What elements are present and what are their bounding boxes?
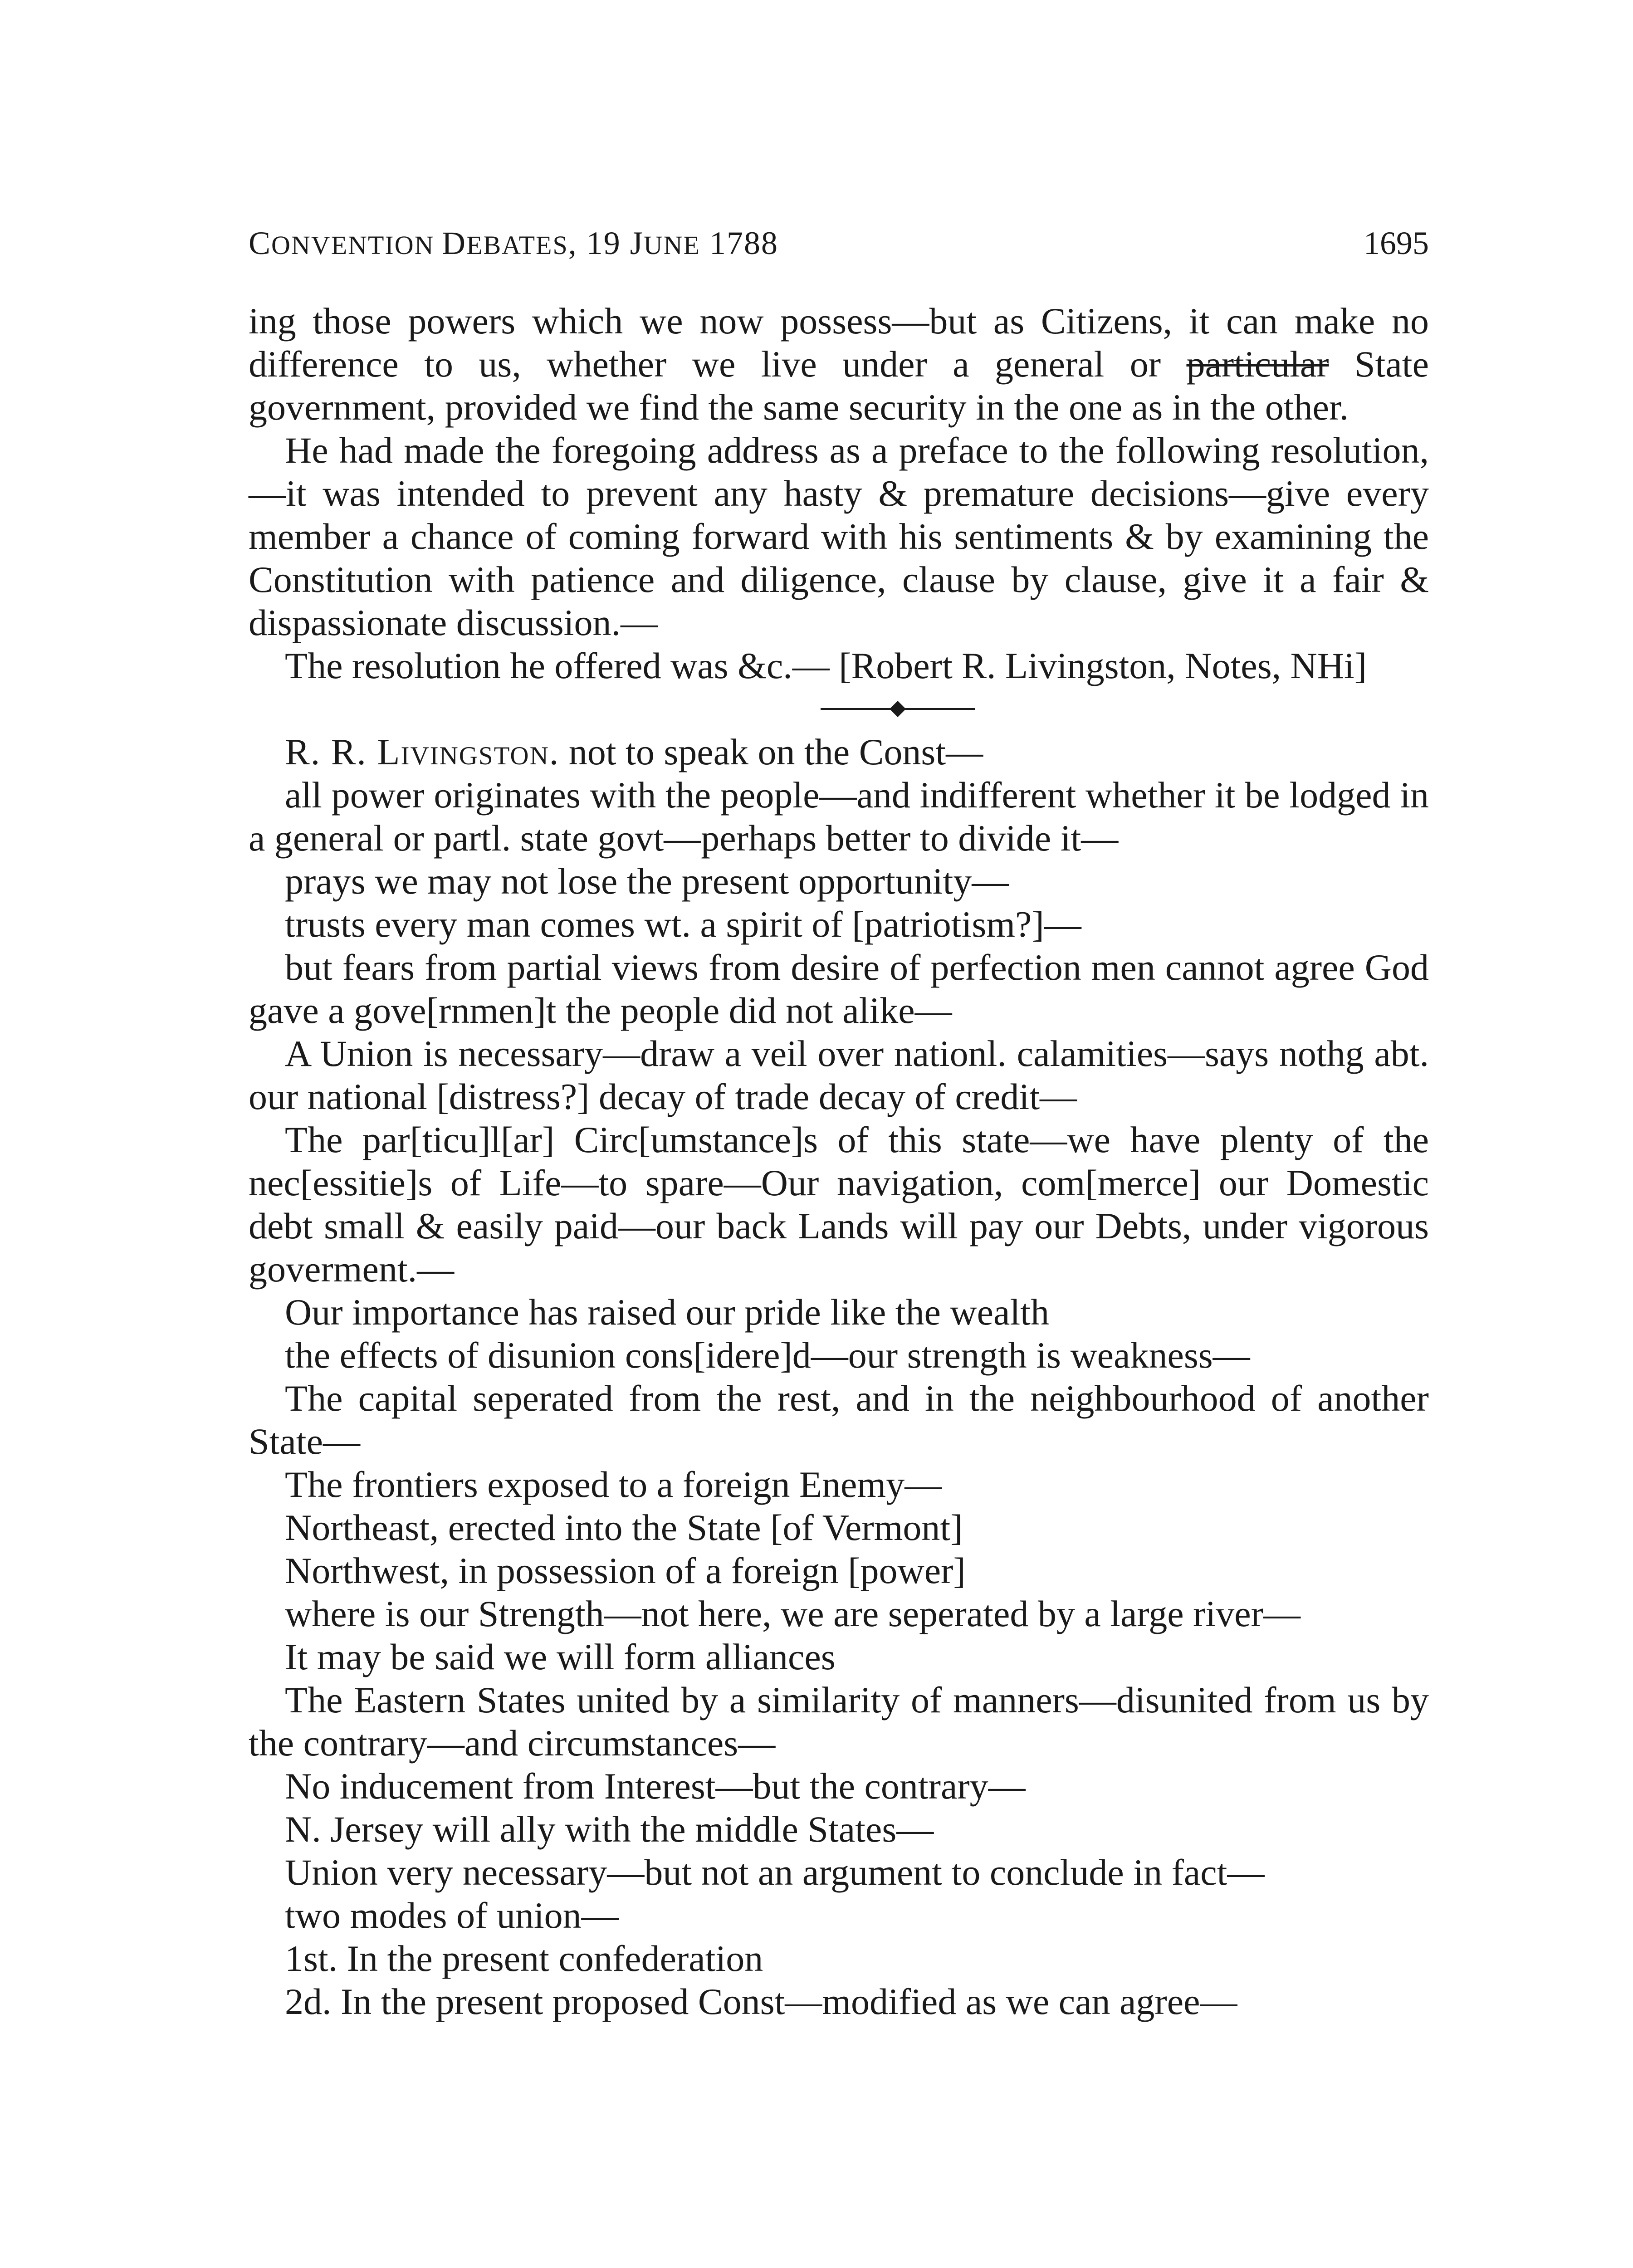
speaker-line: R. R. Livingston. not to speak on the Const— <box>285 731 983 772</box>
note-line: It may be said we will form alliances <box>285 1636 836 1677</box>
page-number: 1695 <box>1364 225 1429 261</box>
note-line: all power originates with the people—and indifferent whether it be lodged in a general or partl. state govt—perhaps better to divide it— <box>249 774 1429 859</box>
paragraph-continuation: ing those powers which we now possess—but as Citizens, it can make no difference to us, whether we live under a general or particular State government, provided we find the same security in the one as in the other. <box>249 300 1429 428</box>
note-line: where is our Strength—not here, we are seperated by a large river— <box>285 1593 1301 1634</box>
note-line: A Union is necessary—draw a veil over nationl. calamities—says nothg abt. our national [distress?] decay of trade decay of credit— <box>249 1033 1429 1117</box>
note-line: Our importance has raised our pride like the wealth <box>285 1291 1049 1333</box>
note-line: prays we may not lose the present opportunity— <box>285 860 1009 902</box>
section-divider-ornament <box>367 687 1429 730</box>
note-line: the effects of disunion cons[idere]d—our strength is weakness— <box>285 1334 1250 1376</box>
page-header <box>249 220 1429 266</box>
note-line: Northeast, erected into the State [of Vermont] <box>285 1507 963 1548</box>
running-title: CONVENTION DEBATES, 19 JUNE 1788 <box>249 225 778 261</box>
note-line: Northwest, in possession of a foreign [power] <box>285 1550 966 1591</box>
note-line: N. Jersey will ally with the middle States— <box>285 1809 934 1850</box>
struck-word: particular <box>1186 343 1329 385</box>
speaker-name: R. R. Livingston. <box>285 731 560 772</box>
diamond-rule-icon <box>821 698 975 720</box>
paragraph-resolution: He had made the foregoing address as a preface to the following resolution,—it was intended to prevent any hasty & premature decisions—give every member a chance of coming forward with his sentiments & by examining the Constitution with patience and diligence, clause by clause, give it a fair & dispassionate discussion.— <box>249 430 1429 643</box>
note-line: The capital seperated from the rest, and in the neighbourhood of another State— <box>249 1378 1429 1462</box>
note-line: The par[ticu]l[ar] Circ[umstance]s of this state—we have plenty of the nec[essitie]s of Life—to spare—Our navigation, com[merce] our Domestic debt small & easily paid—our back Lands will pay our Debts, under vigorous goverment.— <box>249 1119 1429 1290</box>
note-line: trusts every man comes wt. a spirit of [patriotism?]— <box>285 904 1081 945</box>
paragraph-source-note: The resolution he offered was &c.— [Robert R. Livingston, Notes, NHi] <box>285 645 1367 686</box>
body-text <box>249 299 1429 2023</box>
note-line: but fears from partial views from desire of perfection men cannot agree God gave a gove[rnmen]t the people did not alike— <box>249 947 1429 1031</box>
note-line: No inducement from Interest—but the contrary— <box>285 1765 1026 1807</box>
note-line: two modes of union— <box>285 1895 619 1936</box>
note-line: The Eastern States united by a similarity of manners—disunited from us by the contrary—and circumstances— <box>249 1679 1429 1764</box>
note-line: The frontiers exposed to a foreign Enemy— <box>285 1464 942 1505</box>
note-line: 1st. In the present confederation <box>285 1938 763 1979</box>
note-line: Union very necessary—but not an argument to conclude in fact— <box>285 1852 1265 1893</box>
note-line: 2d. In the present proposed Const—modified as we can agree— <box>285 1981 1237 2022</box>
